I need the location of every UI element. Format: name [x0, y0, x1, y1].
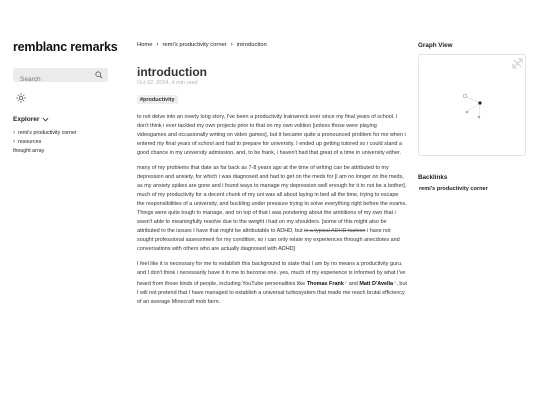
explorer-tree: [13, 129, 123, 156]
graph-edge: [467, 103, 480, 112]
paragraph: to not delve into an overly long story, I've been a productivity trainwreck ever since my final years of school. i don't think i ever tackled my own projects prior to that on my own volition [unless those were playing videogames and occasionally writing on video games], but it became quite a pronounced problem for me when i entered my final years of school and had to prepare for university. I ended up getting tutored so i could stand a good chance in my university admission, and, to be frank, i haven't had that great of a time in university either.: [137, 113, 406, 156]
backlinks-section: [418, 174, 528, 192]
breadcrumb: [137, 42, 407, 48]
backlinks-heading: Backlinks: [418, 174, 448, 181]
text: , but I will not pretend that I have managed to establish a universal turbosystem that made me reach brutal efficiency of an average Minecraft mob farm.: [137, 281, 407, 306]
graph-edge: [465, 96, 480, 103]
breadcrumb-current: introduction: [236, 42, 267, 48]
main-content: [137, 42, 407, 313]
external-link-icon: ↗: [343, 280, 348, 286]
expand-graph-icon[interactable]: [513, 59, 522, 68]
graph-view[interactable]: [418, 54, 526, 156]
tag-badge[interactable]: #productivity: [137, 95, 178, 104]
external-link-icon: ↗: [393, 280, 397, 286]
graph-node[interactable]: [463, 94, 467, 98]
search-bar[interactable]: [13, 68, 108, 82]
backlink-item[interactable]: remi's productivity corner: [419, 186, 488, 192]
paragraph: [137, 164, 407, 254]
link-thomas-frank[interactable]: Thomas Frank: [306, 281, 344, 288]
tree-item-label: thought array: [13, 148, 45, 154]
graph-canvas[interactable]: [419, 55, 527, 157]
page-title: introduction: [137, 65, 207, 79]
breadcrumb-separator: ›: [230, 42, 233, 48]
graph-node[interactable]: [466, 111, 469, 114]
text: many of my problems that date as far back as 7-8 years ago at the time of writing can be attributed to my depression and anxiety, for which i was diagnosed and had to get on the meds for [i am no longer on the meds, as my anxiety spikes are gone and i found ways to manage my depression well enough for it to not be a bother]. much of my productivity for a decent chunk of my uni was all about laying in bed all the time, trying to escape the responsibilities of a university, and buckling under pressure trying to solve everything right before the exams. Things were quite tough to manage, and on top of that i was pondering about the ambitions of my own that i wasn't able to meaningfully resolve due to the weight i had on my shoulders. [some of this might also be attributed to the issues I have that might be attributable to ADHD, but: [137, 164, 407, 235]
graph-edge: [479, 103, 480, 117]
left-sidebar: [13, 40, 123, 156]
tree-item-label: resources: [18, 139, 42, 145]
chevron-right-icon: ›: [13, 130, 15, 136]
text: and: [347, 281, 360, 288]
chevron-down-icon: [42, 117, 49, 122]
graph-view-heading: Graph View: [418, 42, 453, 49]
tree-folder-productivity[interactable]: [13, 129, 123, 138]
tree-folder-resources[interactable]: [13, 138, 123, 147]
breadcrumb-home[interactable]: Home: [137, 42, 153, 48]
site-title[interactable]: remblanc remarks: [13, 40, 118, 54]
text: i have not sought professional assessment for my condition, so i can only relate my experiences through anecdotes and conversations with others who are actually diagnosed with ADHD]: [137, 228, 400, 253]
paragraph: [137, 260, 407, 307]
tree-item-label: remi's productivity corner: [18, 130, 77, 136]
tree-file-thought-array[interactable]: [13, 147, 123, 156]
page-meta: Oct 02, 2024, 4 min read: [137, 80, 198, 86]
breadcrumb-folder[interactable]: remi's productivity corner: [162, 42, 227, 48]
breadcrumb-separator: ›: [156, 42, 159, 48]
right-sidebar: [418, 42, 528, 192]
explorer-toggle[interactable]: [13, 116, 123, 123]
search-icon[interactable]: [95, 71, 103, 79]
search-input[interactable]: [13, 73, 93, 87]
article-body: [137, 113, 407, 308]
theme-toggle-sun-icon[interactable]: [16, 93, 26, 103]
chevron-right-icon: ›: [13, 139, 15, 145]
graph-node[interactable]: [478, 116, 481, 119]
strikethrough-text: in a typical ADHD fashion: [304, 228, 366, 235]
link-matt-davella[interactable]: Matt D'Avella: [359, 281, 394, 288]
text: I feel like it is necessary for me to establish this background to state that I am by no means a productivity guru, and I don't think i necessarily have it in me to become one. yes, much of my experience is informed by what I've heard from those kinds of people, including YouTube personalities like: [137, 261, 406, 288]
graph-node-current[interactable]: [478, 101, 481, 104]
explorer-label: Explorer: [13, 116, 40, 123]
